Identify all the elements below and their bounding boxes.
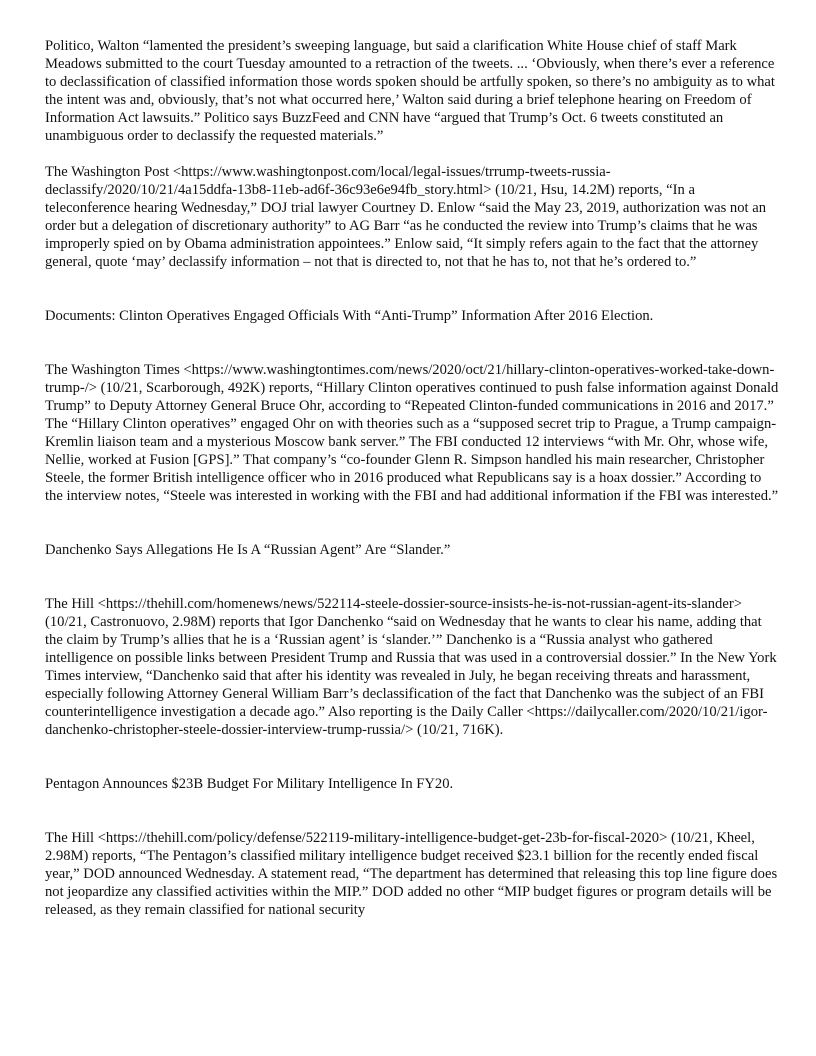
headline-danchenko: Danchenko Says Allegations He Is A “Russian Agent” Are “Slander.” <box>45 542 451 558</box>
headline-pentagon-budget: Pentagon Announces $23B Budget For Military Intelligence In FY20. <box>45 776 454 792</box>
paragraph-gap <box>45 793 780 829</box>
paragraph-washington-post: The Washington Post <https://www.washingtonpost.com/local/legal-issues/trrump-tweets-russia-declassify/2020/10/21/4a15ddfa-13b8-11eb-ad6f-36c93e6e94fb_story.html> (10/21, Hsu, 14.2M) reports, “In a teleconference hearing Wednesday,” DOJ trial lawyer Courtney D. Enlow “said the May 23, 2019, authorization was not an order but a delegation of discretionary authority” to AG Barr “as he conducted the review into Trump’s claims that he was improperly spied on by Obama administration appointees.” Enlow said, “It simply refers again to the fact that the attorney general, quote ‘may’ declassify information – not that is directed to, not that he has to, not that he’s ordered to.” <box>45 164 766 270</box>
paragraph-gap <box>45 505 780 541</box>
paragraph-the-hill-pentagon: The Hill <https://thehill.com/policy/defense/522119-military-intelligence-budget-get-23b-for-fiscal-2020> (10/21, Kheel, 2.98M) reports, “The Pentagon’s classified military intelligence budget received $23.1 billion for the recently ended fiscal year,” DOD announced Wednesday. A statement read, “The department has determined that releasing this top line figure does not jeopardize any classified activities within the MIP.” DOD added no other “MIP budget figures or program details will be released, as they remain classified for national security <box>45 830 778 918</box>
paragraph-gap <box>45 145 780 163</box>
document-page <box>45 37 780 919</box>
headline-clinton-operatives: Documents: Clinton Operatives Engaged Officials With “Anti-Trump” Information After 2016 Election. <box>45 308 654 324</box>
paragraph-gap <box>45 739 780 775</box>
paragraph-gap <box>45 325 780 361</box>
paragraph-gap <box>45 559 780 595</box>
paragraph-washington-times: The Washington Times <https://www.washingtontimes.com/news/2020/oct/21/hillary-clinton-operatives-worked-take-down-trump-/> (10/21, Scarborough, 492K) reports, “Hillary Clinton operatives continued to push false information against Donald Trump” to Deputy Attorney General Bruce Ohr, according to “Repeated Clinton-funded communications in 2016 and 2017.” The “Hillary Clinton operatives” engaged Ohr on with theories such as a “supposed secret trip to Prague, a Trump campaign-Kremlin liaison team and a mysterious Moscow bank server.” The FBI conducted 12 interviews “with Mr. Ohr, whose wife, Nellie, worked at Fusion [GPS].” That company’s “co-founder Glenn R. Simpson handled his main researcher, Christopher Steele, the former British intelligence officer who in 2016 produced what Republicans say is a hoax dossier.” According to the interview notes, “Steele was interested in working with the FBI and had additional information if the FBI was interested.” <box>45 362 779 504</box>
paragraph-gap <box>45 271 780 307</box>
paragraph-politico-walton: Politico, Walton “lamented the president’s sweeping language, but said a clarification White House chief of staff Mark Meadows submitted to the court Tuesday amounted to a retraction of the tweets. ... ‘Obviously, when there’s ever a reference to declassification of classified information those words spoken should be artfully spoken, so there’s no ambiguity as to what the intent was and, obviously, that’s not what occurred here,’ Walton said during a brief telephone hearing on Freedom of Information Act lawsuits.” Politico says BuzzFeed and CNN have “argued that Trump’s Oct. 6 tweets constituted an unambiguous order to declassify the requested materials.” <box>45 38 775 144</box>
paragraph-the-hill-danchenko: The Hill <https://thehill.com/homenews/news/522114-steele-dossier-source-insists-he-is-not-russian-agent-its-slander> (10/21, Castronuovo, 2.98M) reports that Igor Danchenko “said on Wednesday that he wants to clear his name, adding that the claim by Trump’s allies that he is a ‘Russian agent’ is ‘slander.’” Danchenko is a “Russia analyst who gathered intelligence on possible links between President Trump and Russia that was used in a controversial dossier.” In the New York Times interview, “Danchenko said that after his identity was revealed in July, he began receiving threats and harassment, especially following Attorney General William Barr’s declassification of the fact that Danchenko was the subject of an FBI counterintelligence investigation a decade ago.” Also reporting is the Daily Caller <https://dailycaller.com/2020/10/21/igor-danchenko-christopher-steele-dossier-interview-trump-russia/> (10/21, 716K). <box>45 596 777 738</box>
